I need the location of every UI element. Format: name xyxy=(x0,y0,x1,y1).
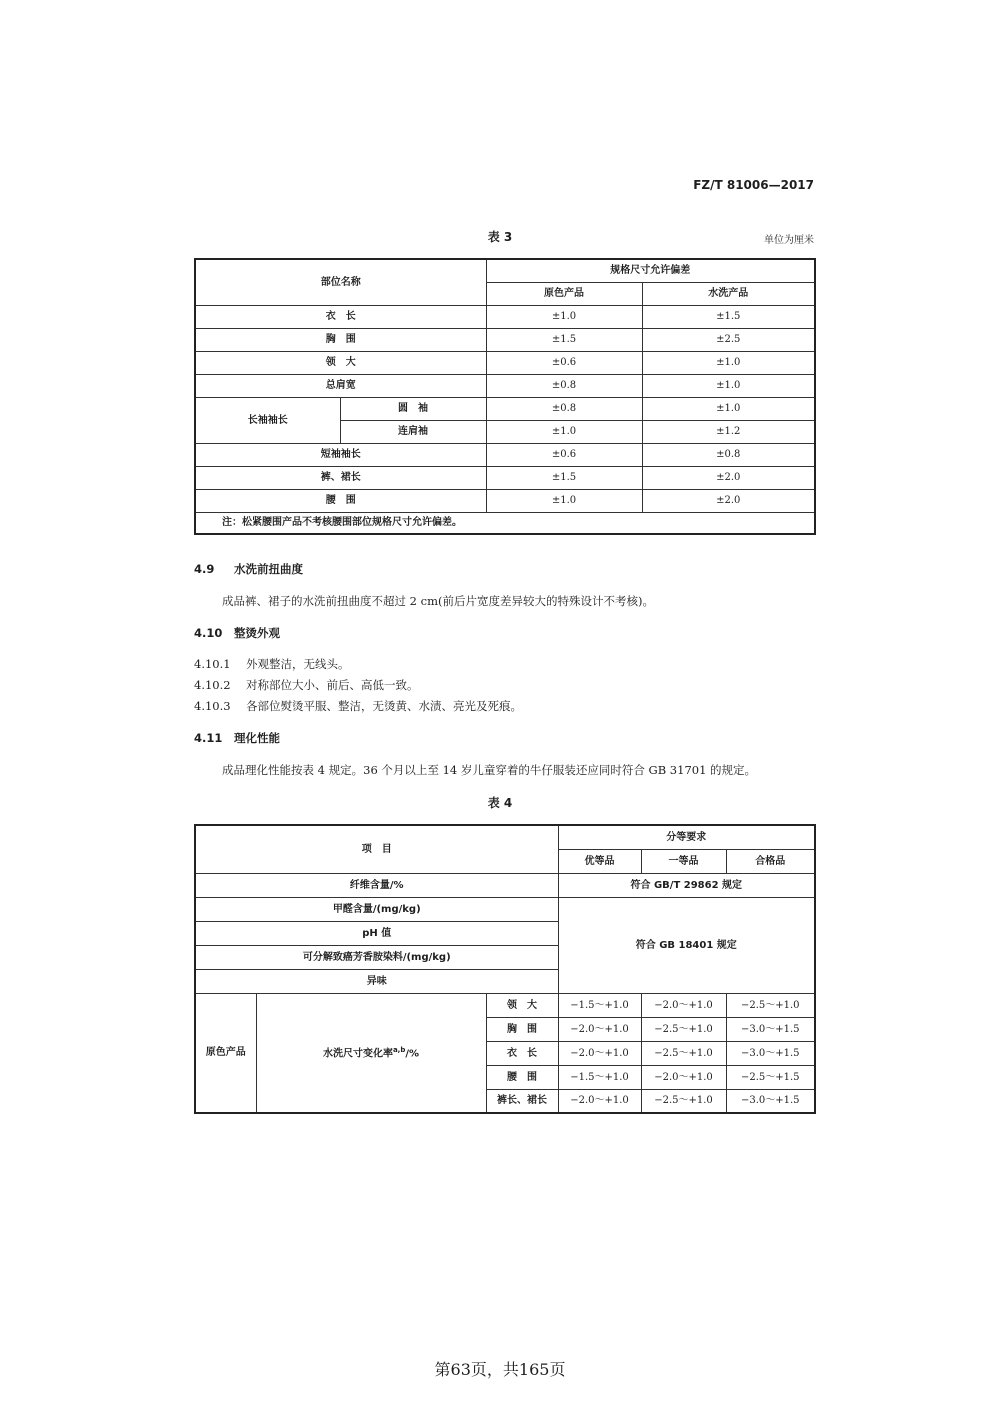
section-title: 整烫外观 xyxy=(234,626,280,640)
table4-caption: 表 4 xyxy=(487,796,513,810)
t4-cell: −1.5～+1.0 xyxy=(558,993,641,1017)
t4-cell: −3.0～+1.5 xyxy=(726,1089,815,1113)
t3-cell: ±2.0 xyxy=(642,466,815,489)
list-item xyxy=(194,656,350,672)
section-number: 4.10 xyxy=(194,626,223,640)
t3-cell: ±0.6 xyxy=(486,351,642,374)
item-text: 各部位熨烫平服、整洁，无烫黄、水渍、亮光及死痕。 xyxy=(246,699,522,713)
table-row xyxy=(195,993,815,1017)
t4-head-item: 项 目 xyxy=(195,825,558,873)
t3-head-col1: 原色产品 xyxy=(486,282,642,305)
t4-head-group: 分等要求 xyxy=(558,825,815,849)
table-row xyxy=(195,351,815,374)
t4-part-name: 领 大 xyxy=(486,993,558,1017)
t3-cell: ±1.0 xyxy=(642,397,815,420)
t4-cell: −2.0～+1.0 xyxy=(641,1065,726,1089)
t3-cell: ±2.0 xyxy=(642,489,815,512)
t3-cell: ±1.0 xyxy=(486,305,642,328)
section-title: 水洗前扭曲度 xyxy=(234,562,303,576)
t3-part-name: 总肩宽 xyxy=(195,374,486,397)
t4-grade-1: 优等品 xyxy=(558,849,641,873)
t4-group-raw: 原色产品 xyxy=(195,993,256,1113)
t4-cell: −3.0～+1.5 xyxy=(726,1017,815,1041)
t3-part-name: 裤、裙长 xyxy=(195,466,486,489)
item-text: 外观整洁，无线头。 xyxy=(246,657,350,671)
t4-cell: −2.0～+1.0 xyxy=(558,1089,641,1113)
t3-head-col2: 水洗产品 xyxy=(642,282,815,305)
t4-part-name: 腰 围 xyxy=(486,1065,558,1089)
item-number: 4.10.3 xyxy=(194,699,231,713)
t3-part-name: 胸 围 xyxy=(195,328,486,351)
t4-item-label: 甲醛含量/(mg/kg) xyxy=(195,897,558,921)
t3-cell: ±1.0 xyxy=(642,374,815,397)
t3-head-group: 规格尺寸允许偏差 xyxy=(486,259,815,282)
t3-note: 注：松紧腰围产品不考核腰围部位规格尺寸允许偏差。 xyxy=(195,512,815,534)
t3-part-name: 连肩袖 xyxy=(340,420,486,443)
item-number: 4.10.1 xyxy=(194,657,231,671)
list-item xyxy=(194,698,522,714)
table4 xyxy=(194,824,816,1114)
t3-part-name: 短袖袖长 xyxy=(195,443,486,466)
section-heading-4-11 xyxy=(194,730,280,746)
t4-cell: −2.5～+1.0 xyxy=(726,993,815,1017)
standard-code: FZ/T 81006—2017 xyxy=(693,178,814,192)
t3-cell: ±0.8 xyxy=(486,374,642,397)
t4-cell: −2.5～+1.0 xyxy=(641,1041,726,1065)
t4-part-name: 裤长、裙长 xyxy=(486,1089,558,1113)
t4-grade-3: 合格品 xyxy=(726,849,815,873)
t4-item-label: 可分解致癌芳香胺染料/(mg/kg) xyxy=(195,945,558,969)
t3-cell: ±1.2 xyxy=(642,420,815,443)
table-row xyxy=(195,397,815,420)
t4-cell: −2.5～+1.0 xyxy=(641,1017,726,1041)
t4-cell: −2.5～+1.5 xyxy=(726,1065,815,1089)
t4-gb18401-req: 符合 GB 18401 规定 xyxy=(558,897,815,993)
t3-cell: ±1.5 xyxy=(486,328,642,351)
t4-shrink-text: 水洗尺寸变化率 xyxy=(322,1047,393,1059)
t3-group-sleeve: 长袖袖长 xyxy=(195,397,340,443)
t4-cell: −2.0～+1.0 xyxy=(641,993,726,1017)
table3-unit: 单位为厘米 xyxy=(764,235,814,246)
paragraph-4-11: 成品理化性能按表 4 规定。36 个月以上至 14 岁儿童穿着的牛仔服装还应同时符合 GB 31701 的规定。 xyxy=(222,763,757,777)
t4-cell: −1.5～+1.0 xyxy=(558,1065,641,1089)
section-number: 4.9 xyxy=(194,562,215,576)
t3-part-name: 衣 长 xyxy=(195,305,486,328)
t4-grade-2: 一等品 xyxy=(641,849,726,873)
t3-cell: ±1.5 xyxy=(486,466,642,489)
table3 xyxy=(194,258,816,535)
section-heading-4-9 xyxy=(194,561,303,577)
t4-cell: −2.0～+1.0 xyxy=(558,1017,641,1041)
table3-caption: 表 3 xyxy=(487,230,513,244)
t3-cell: ±0.6 xyxy=(486,443,642,466)
t3-cell: ±0.8 xyxy=(642,443,815,466)
t4-shrink-label xyxy=(256,993,486,1113)
t3-cell: ±1.5 xyxy=(642,305,815,328)
list-item xyxy=(194,677,419,693)
section-number: 4.11 xyxy=(194,731,223,745)
table-row xyxy=(195,466,815,489)
t3-cell: ±1.0 xyxy=(486,420,642,443)
table-row xyxy=(195,305,815,328)
t3-part-name: 领 大 xyxy=(195,351,486,374)
t4-part-name: 胸 围 xyxy=(486,1017,558,1041)
t3-cell: ±1.0 xyxy=(642,351,815,374)
page-footer: 第63页，共165页 xyxy=(434,1360,566,1379)
t4-item-label: 异味 xyxy=(195,969,558,993)
table-row xyxy=(195,897,815,921)
table-row xyxy=(195,328,815,351)
t3-cell: ±1.0 xyxy=(486,489,642,512)
t4-shrink-footnote-mark: a,b xyxy=(392,1045,406,1054)
t3-part-name: 圆 袖 xyxy=(340,397,486,420)
t3-cell: ±0.8 xyxy=(486,397,642,420)
t3-cell: ±2.5 xyxy=(642,328,815,351)
t4-cell: −3.0～+1.5 xyxy=(726,1041,815,1065)
t4-part-name: 衣 长 xyxy=(486,1041,558,1065)
table-row xyxy=(195,443,815,466)
paragraph-4-9: 成品裤、裙子的水洗前扭曲度不超过 2 cm(前后片宽度差异较大的特殊设计不考核)。 xyxy=(222,594,654,608)
t4-fiber-label: 纤维含量/% xyxy=(195,873,558,897)
t3-part-name: 腰 围 xyxy=(195,489,486,512)
item-number: 4.10.2 xyxy=(194,678,231,692)
t4-item-label: pH 值 xyxy=(195,921,558,945)
item-text: 对称部位大小、前后、高低一致。 xyxy=(246,678,419,692)
section-title: 理化性能 xyxy=(234,731,280,745)
table-row xyxy=(195,489,815,512)
t4-fiber-req: 符合 GB/T 29862 规定 xyxy=(558,873,815,897)
t4-shrink-unit: /% xyxy=(405,1047,420,1059)
t4-cell: −2.5～+1.0 xyxy=(641,1089,726,1113)
table-row xyxy=(195,873,815,897)
table-row xyxy=(195,374,815,397)
t4-cell: −2.0～+1.0 xyxy=(558,1041,641,1065)
t3-head-part: 部位名称 xyxy=(195,259,486,305)
section-heading-4-10 xyxy=(194,625,280,641)
